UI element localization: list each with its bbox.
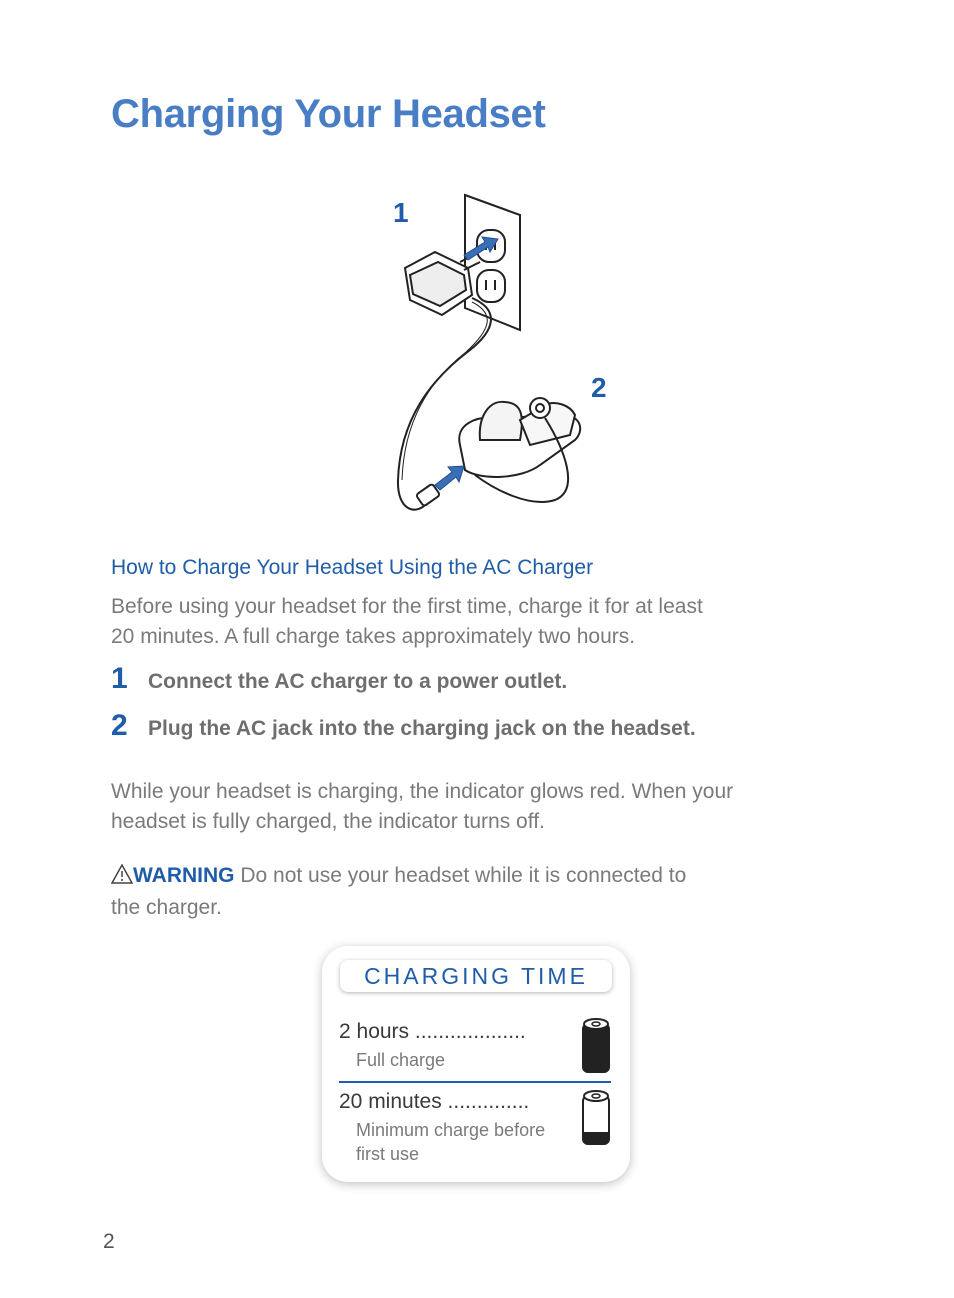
section-heading: How to Charge Your Headset Using the AC Charger: [111, 556, 594, 579]
charging-cradle: [459, 398, 580, 477]
step-1-text: Connect the AC charger to a power outlet.: [148, 670, 568, 693]
charging-row-full: [339, 1020, 611, 1072]
row-divider: [339, 1081, 611, 1083]
indicator-line-1: While your headset is charging, the indicator glows red. When your: [111, 780, 734, 803]
charger-diagram: [380, 190, 620, 525]
intro-line-1: Before using your headset for the first time, charge it for at least: [111, 595, 703, 618]
warning-text-line-1: Do not use your headset while it is connected to: [234, 864, 687, 887]
step-2-number: 2: [111, 709, 128, 742]
charging-time-title: CHARGING TIME: [340, 960, 612, 992]
page-number: 2: [103, 1230, 115, 1253]
battery-low-icon: [581, 1090, 611, 1151]
step-2-text: Plug the AC jack into the charging jack on the headset.: [148, 717, 696, 740]
arrow-2: [435, 466, 464, 490]
step-1: [111, 662, 567, 696]
warning-paragraph: [111, 861, 686, 923]
warning-icon: [111, 863, 133, 893]
page-title: Charging Your Headset: [111, 92, 546, 136]
warning-label: WARNING: [133, 864, 235, 887]
intro-line-2: 20 minutes. A full charge takes approximately two hours.: [111, 625, 636, 648]
step-1-number: 1: [111, 662, 128, 695]
warning-text-line-2: the charger.: [111, 896, 222, 919]
charger-illustration: [380, 190, 620, 525]
indicator-line-2: headset is fully charged, the indicator turns off.: [111, 810, 545, 833]
indicator-paragraph: [111, 777, 733, 837]
minimum-charge-description: Minimum charge before first use: [356, 1120, 546, 1164]
figure-step-1-label: 1: [393, 197, 409, 228]
minimum-charge-time: 20 minutes ..............: [339, 1090, 530, 1113]
charging-row-minimum: [339, 1090, 611, 1166]
step-2: [111, 709, 696, 743]
full-charge-description: Full charge: [356, 1050, 446, 1070]
charging-time-box: [322, 946, 630, 1182]
wall-outlet: [465, 195, 520, 330]
intro-paragraph: [111, 592, 703, 652]
figure-step-2-label: 2: [591, 372, 607, 403]
full-charge-time: 2 hours ...................: [339, 1020, 526, 1043]
battery-full-icon: [581, 1018, 611, 1079]
